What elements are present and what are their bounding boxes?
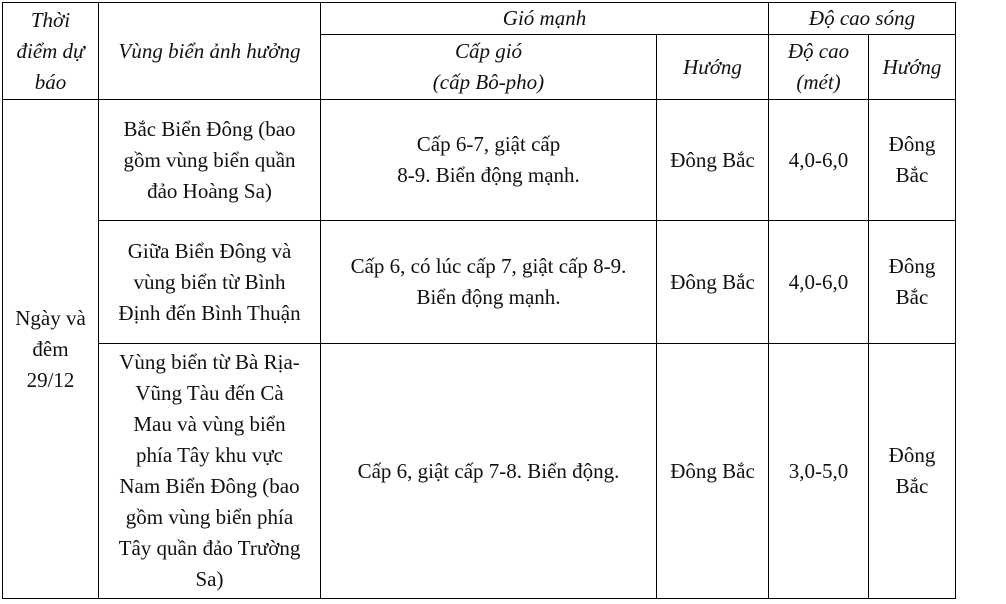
table-row <box>3 221 956 344</box>
header-wave-height <box>769 35 869 100</box>
wave-direction-line: Bắc <box>895 163 929 187</box>
wind-level-line: Cấp 6, có lúc cấp 7, giật cấp 8-9. <box>350 254 627 278</box>
header-wind-level-line: Cấp gió <box>454 39 523 63</box>
wind-level-line: Biển động mạnh. <box>416 285 561 309</box>
wave-direction-cell <box>869 344 956 599</box>
header-forecast-time-line: Thời <box>30 7 71 32</box>
table-row <box>3 100 956 221</box>
area-line: đảo Hoàng Sa) <box>147 178 272 203</box>
wave-height-cell: 3,0-5,0 <box>769 344 869 599</box>
wave-direction-cell <box>869 100 956 221</box>
area-line: Giữa Biển Đông và <box>127 238 292 263</box>
area-cell <box>99 221 321 344</box>
header-forecast-time-line: điểm dự <box>16 38 85 63</box>
wave-height-cell: 4,0-6,0 <box>769 100 869 221</box>
header-wind-level-line: (cấp Bô-pho) <box>432 70 545 94</box>
area-line: Định đến Bình Thuận <box>118 300 301 325</box>
area-line: Mau và vùng biển <box>133 412 286 436</box>
header-row-1 <box>3 3 956 35</box>
header-wave-height-group: Độ cao sóng <box>769 3 956 35</box>
area-line: Vùng biển từ Bà Rịa- <box>119 350 300 374</box>
area-line: Vũng Tàu đến Cà <box>135 381 284 405</box>
header-forecast-time <box>3 3 99 100</box>
sea-forecast-table <box>2 2 956 599</box>
header-wave-direction: Hướng <box>869 35 956 100</box>
wave-direction-line: Bắc <box>895 474 929 498</box>
wind-level-cell <box>321 100 657 221</box>
forecast-time-line: Ngày và <box>15 305 86 330</box>
wind-direction-cell: Đông Bắc <box>657 100 769 221</box>
forecast-time-line: đêm <box>32 336 69 361</box>
wave-direction-line: Bắc <box>895 285 929 309</box>
area-line: phía Tây khu vực <box>136 443 283 467</box>
wind-level-cell <box>321 344 657 599</box>
wave-height-cell: 4,0-6,0 <box>769 221 869 344</box>
area-cell <box>99 100 321 221</box>
area-line: Sa) <box>195 567 224 591</box>
wind-level-cell <box>321 221 657 344</box>
header-wind-level <box>321 35 657 100</box>
table-row <box>3 344 956 599</box>
area-line: Nam Biển Đông (bao <box>119 474 300 498</box>
header-wave-height-line: (mét) <box>796 70 841 94</box>
area-line: gồm vùng biển quần <box>123 147 296 172</box>
area-line: Tây quần đảo Trường <box>118 536 301 560</box>
header-strong-wind: Gió mạnh <box>321 3 769 35</box>
header-wave-height-line: Độ cao <box>787 39 850 63</box>
header-wind-direction: Hướng <box>657 35 769 100</box>
forecast-time-line: 29/12 <box>26 367 75 392</box>
wave-direction-line: Đông <box>888 254 936 278</box>
wave-direction-line: Đông <box>888 132 936 156</box>
wind-level-line: Cấp 6, giật cấp 7-8. Biển động. <box>357 458 620 483</box>
header-affected-area: Vùng biển ảnh hưởng <box>99 3 321 100</box>
area-line: gồm vùng biển phía <box>125 505 294 529</box>
area-line: Bắc Biển Đông (bao <box>123 116 296 141</box>
wind-level-line: Cấp 6-7, giật cấp <box>416 132 561 156</box>
wave-direction-line: Đông <box>888 443 936 467</box>
wind-level-line: 8-9. Biển động mạnh. <box>397 163 580 187</box>
wind-direction-cell: Đông Bắc <box>657 221 769 344</box>
header-forecast-time-line: báo <box>34 69 67 94</box>
wind-direction-cell: Đông Bắc <box>657 344 769 599</box>
wave-direction-cell <box>869 221 956 344</box>
forecast-time-cell <box>3 100 99 599</box>
area-line: vùng biển từ Bình <box>133 269 286 294</box>
area-cell <box>99 344 321 599</box>
